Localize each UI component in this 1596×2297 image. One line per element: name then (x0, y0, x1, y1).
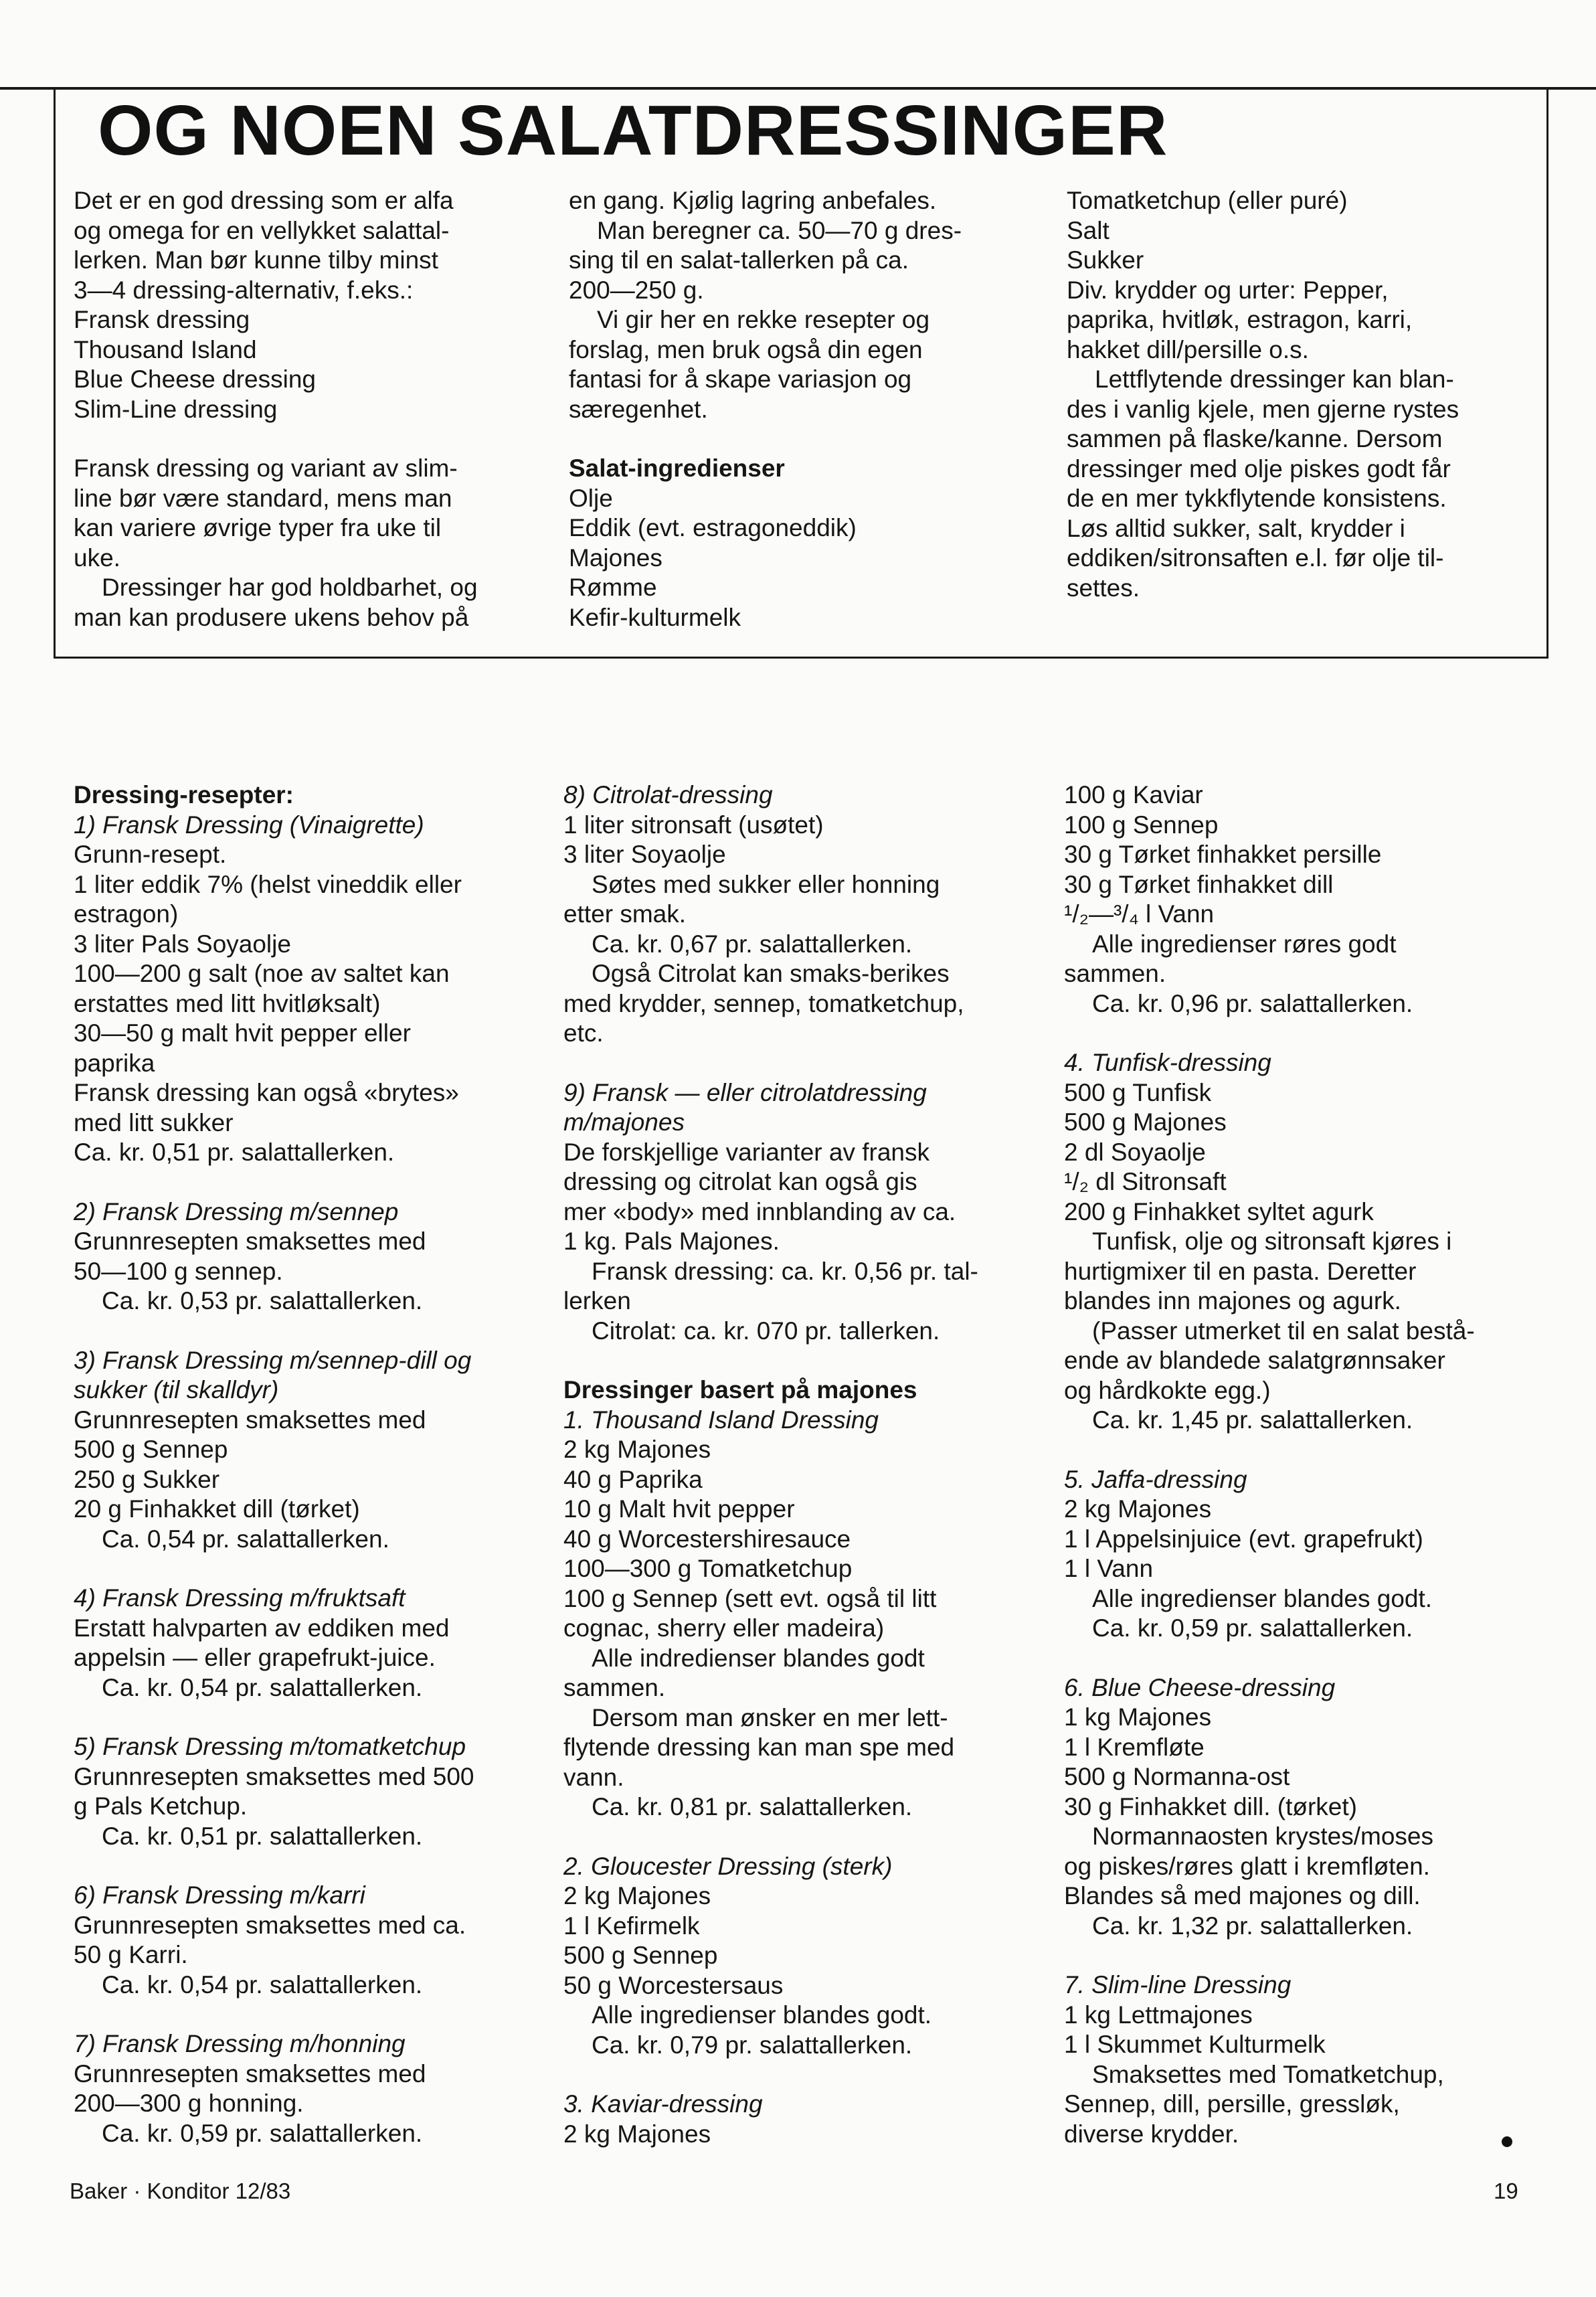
text-line: 2 kg Majones (563, 2120, 711, 2148)
text-line: 50—100 g sennep. (74, 1257, 283, 1285)
text-line: Fransk dressing og variant av slim- (74, 454, 458, 482)
end-bullet-icon (1502, 2136, 1512, 2147)
text-line: og piskes/røres glatt i kremfløten. (1064, 1852, 1430, 1880)
text-line: appelsin — eller grapefrukt-juice. (74, 1644, 436, 1671)
text-line: 1 liter sitronsaft (usøtet) (563, 811, 824, 839)
text-line: Grunn-resept. (74, 841, 227, 868)
text-line: hakket dill/persille o.s. (1067, 335, 1309, 363)
text-line: 200 g Finhakket syltet agurk (1064, 1197, 1374, 1225)
paragraph-gap (1064, 1436, 1546, 1465)
paragraph-gap (563, 2060, 1045, 2090)
text-line: Olje (569, 484, 613, 512)
page-number: 19 (1494, 2179, 1518, 2203)
text-line: Rømme (569, 574, 657, 601)
text-line: Ca. 0,54 pr. salattallerken. (102, 1525, 389, 1553)
text-line: 30 g Tørket finhakket dill (1064, 870, 1334, 898)
text-line: Grunnresepten smaksettes med (74, 1227, 426, 1255)
text-line: 20 g Finhakket dill (tørket) (74, 1495, 360, 1523)
recipe-title: 8) Citrolat-dressing (563, 781, 773, 809)
text-line: De forskjellige varianter av fransk (563, 1138, 929, 1166)
text-line: Blue Cheese dressing (74, 365, 316, 393)
text-line: Dersom man ønsker en mer lett- (592, 1703, 948, 1731)
text-line: diverse krydder. (1064, 2120, 1239, 2148)
text-line: Grunnresepten smaksettes med ca. (74, 1911, 466, 1939)
text-line: Majones (569, 543, 662, 572)
text-line: Løs alltid sukker, salt, krydder i (1067, 514, 1405, 542)
text-line: hurtigmixer til en pasta. Deretter (1064, 1257, 1417, 1285)
text-line: Normannaosten krystes/moses (1092, 1822, 1433, 1850)
text-line: Ca. kr. 0,59 pr. salattallerken. (1092, 1614, 1413, 1642)
paragraph-gap (74, 1851, 555, 1881)
text-line: 30 g Finhakket dill. (tørket) (1064, 1792, 1357, 1820)
text-line: Grunnresepten smaksettes med (74, 2059, 426, 2088)
text-line: line bør være standard, mens man (74, 484, 452, 512)
paragraph-gap (74, 1554, 555, 1584)
text-line: paprika, hvitløk, estragon, karri, (1067, 306, 1413, 333)
text-line: uke. (74, 543, 120, 572)
text-line: Dressinger har god holdbarhet, og (102, 574, 478, 601)
text-line: 40 g Paprika (563, 1465, 703, 1493)
text-line: lerken (563, 1287, 631, 1314)
text-line: forslag, men bruk også din egen (569, 335, 923, 363)
text-line: 2 dl Soyaolje (1064, 1138, 1206, 1166)
paragraph-gap (74, 424, 555, 454)
paragraph-gap (563, 1049, 1045, 1078)
recipe-title: m/majones (563, 1108, 685, 1136)
text-line: 500 g Majones (1064, 1108, 1227, 1136)
text-line: blandes inn majones og agurk. (1064, 1287, 1401, 1314)
text-line: Ca. kr. 0,96 pr. salattallerken. (1092, 989, 1413, 1017)
text-line: Thousand Island (74, 335, 257, 363)
text-line: 1 l Kremfløte (1064, 1733, 1205, 1761)
text-line: 2 kg Majones (563, 1436, 711, 1463)
page-title: OG NOEN SALATDRESSINGER (98, 91, 1168, 170)
text-line: Ca. kr. 0,54 pr. salattallerken. (102, 1673, 423, 1701)
text-line: 1 kg. Pals Majones. (563, 1227, 780, 1255)
text-line: Grunnresepten smaksettes med 500 (74, 1762, 474, 1790)
text-line: erstattes med litt hvitløksalt) (74, 989, 381, 1017)
text-line: 500 g Sennep (74, 1436, 228, 1463)
section-heading: Dressing-resepter: (74, 781, 294, 809)
text-line: Også Citrolat kan smaks-berikes (592, 960, 950, 987)
intro-column-2 (569, 186, 1051, 632)
text-line: Ca. kr. 0,53 pr. salattallerken. (102, 1287, 423, 1314)
text-line: 1 l Vann (1064, 1555, 1154, 1582)
text-line: de en mer tykkflytende konsistens. (1067, 485, 1447, 512)
text-line: (Passer utmerket til en salat bestå- (1092, 1316, 1475, 1345)
section-heading: Dressinger basert på majones (563, 1376, 917, 1403)
text-line: Ca. kr. 0,79 pr. salattallerken. (592, 2031, 913, 2059)
text-line: Sukker (1067, 246, 1144, 274)
text-line: 3 liter Soyaolje (563, 841, 726, 868)
text-line: 30 g Tørket finhakket persille (1064, 841, 1382, 868)
text-line: Citrolat: ca. kr. 070 pr. tallerken. (592, 1316, 940, 1345)
text-line: Man beregner ca. 50—70 g dres- (597, 216, 962, 244)
text-line: 1 l Skummet Kulturmelk (1064, 2031, 1326, 2058)
text-line: 100—300 g Tomatketchup (563, 1555, 853, 1582)
text-line: 200—300 g honning. (74, 2090, 304, 2117)
text-line: og omega for en vellykket salattal- (74, 216, 450, 244)
text-line: Ca. kr. 0,54 pr. salattallerken. (102, 1970, 423, 1998)
text-line: ¹/₂—³/₄ l Vann (1064, 900, 1215, 928)
text-line: 100—200 g salt (noe av saltet kan (74, 960, 450, 987)
text-line: settes. (1067, 574, 1140, 602)
text-line: Grunnresepten smaksettes med (74, 1406, 426, 1434)
text-line: estragon) (74, 900, 179, 928)
recipe-title: 9) Fransk — eller citrolatdressing (563, 1078, 927, 1106)
text-line: Ca. kr. 0,59 pr. salattallerken. (102, 2119, 423, 2147)
text-line: 100 g Sennep (1064, 811, 1219, 839)
text-line: 250 g Sukker (74, 1465, 220, 1493)
section-heading: Salat-ingredienser (569, 454, 785, 482)
recipe-column-2 (563, 780, 1045, 2149)
text-line: 2 kg Majones (1064, 1495, 1212, 1523)
text-line: Smaksettes med Tomatketchup, (1092, 2060, 1444, 2088)
paragraph-gap (563, 1822, 1045, 1852)
recipe-title: 7) Fransk Dressing m/honning (74, 2030, 406, 2057)
text-line: Slim-Line dressing (74, 395, 278, 423)
text-line: Alle ingredienser blandes godt. (1092, 1584, 1433, 1612)
text-line: Fransk dressing kan også «brytes» (74, 1079, 459, 1106)
text-line: Vi gir her en rekke resepter og (597, 306, 930, 333)
recipe-title: 7. Slim-line Dressing (1064, 1971, 1292, 1998)
text-line: Tomatketchup (eller puré) (1067, 187, 1348, 214)
text-line: 1 l Appelsinjuice (evt. grapefrukt) (1064, 1525, 1423, 1553)
paragraph-gap (1064, 1019, 1546, 1048)
text-line: Eddik (evt. estragoneddik) (569, 514, 857, 541)
text-line: Ca. kr. 0,67 pr. salattallerken. (592, 930, 913, 958)
text-line: 2 kg Majones (563, 1882, 711, 1909)
text-line: 100 g Sennep (sett evt. også til litt (563, 1584, 937, 1612)
text-line: g Pals Ketchup. (74, 1792, 248, 1820)
recipe-title: 2. Gloucester Dressing (sterk) (563, 1852, 893, 1880)
text-line: Kefir-kulturmelk (569, 603, 741, 631)
text-line: 3 liter Pals Soyaolje (74, 930, 291, 958)
text-line: Alle ingredienser blandes godt. (592, 2001, 932, 2029)
text-line: flytende dressing kan man spe med (563, 1733, 955, 1761)
text-line: dressing og citrolat kan også gis (563, 1168, 917, 1195)
text-line: Ca. kr. 0,51 pr. salattallerken. (74, 1138, 395, 1166)
paragraph-gap (1064, 1644, 1546, 1673)
text-line: 50 g Karri. (74, 1941, 188, 1968)
text-line: 200—250 g. (569, 276, 704, 304)
recipe-column-1 (74, 780, 555, 2148)
text-line: fantasi for å skape variasjon og (569, 365, 912, 393)
text-line: Tunfisk, olje og sitronsaft kjøres i (1092, 1227, 1452, 1255)
paragraph-gap (74, 1168, 555, 1197)
text-line: etter smak. (563, 900, 686, 928)
text-line: Alle ingredienser røres godt (1092, 930, 1397, 958)
text-line: 1 kg Lettmajones (1064, 2001, 1253, 2029)
text-line: 1 l Kefirmelk (563, 1911, 700, 1940)
text-line: Div. krydder og urter: Pepper, (1067, 276, 1389, 304)
recipe-title: 4. Tunfisk-dressing (1064, 1049, 1271, 1076)
text-line: 500 g Tunfisk (1064, 1078, 1212, 1106)
text-line: Fransk dressing: ca. kr. 0,56 pr. tal- (592, 1257, 978, 1285)
text-line: Det er en god dressing som er alfa (74, 187, 454, 214)
recipe-title: 3) Fransk Dressing m/sennep-dill og (74, 1346, 472, 1374)
paragraph-gap (74, 1316, 555, 1346)
intro-column-1 (74, 186, 555, 632)
paragraph-gap (74, 1703, 555, 1732)
text-line: Fransk dressing (74, 306, 250, 333)
text-line: sing til en salat-tallerken på ca. (569, 246, 909, 274)
recipe-title: 1) Fransk Dressing (Vinaigrette) (74, 811, 424, 839)
text-line: 3—4 dressing-alternativ, f.eks.: (74, 276, 414, 304)
text-line: paprika (74, 1049, 155, 1077)
recipe-title: 6. Blue Cheese-dressing (1064, 1673, 1336, 1701)
text-line: 1 kg Majones (1064, 1703, 1212, 1731)
text-line: Salt (1067, 216, 1110, 244)
paragraph-gap (74, 2000, 555, 2029)
text-line: med litt sukker (74, 1108, 234, 1136)
text-line: des i vanlig kjele, men gjerne rystes (1067, 395, 1459, 423)
text-line: man kan produsere ukens behov på (74, 603, 469, 631)
text-line: Lettflytende dressinger kan blan- (1095, 365, 1454, 393)
text-line: Ca. kr. 0,51 pr. salattallerken. (102, 1822, 423, 1850)
paragraph-gap (569, 424, 1051, 454)
text-line: 50 g Worcestersaus (563, 1971, 784, 1999)
text-line: Søtes med sukker eller honning (592, 870, 940, 898)
text-line: cognac, sherry eller madeira) (563, 1614, 885, 1642)
text-line: ende av blandede salatgrønnsaker (1064, 1347, 1445, 1374)
text-line: Ca. kr. 1,45 pr. salattallerken. (1092, 1406, 1413, 1434)
text-line: særegenhet. (569, 395, 708, 423)
recipe-column-3 (1064, 780, 1546, 2149)
recipe-title: 4) Fransk Dressing m/fruktsaft (74, 1584, 406, 1612)
recipe-title: 5) Fransk Dressing m/tomatketchup (74, 1733, 466, 1760)
text-line: ¹/₂ dl Sitronsaft (1064, 1168, 1227, 1195)
text-line: 40 g Worcestershiresauce (563, 1525, 851, 1553)
recipe-title: 6) Fransk Dressing m/karri (74, 1881, 365, 1909)
intro-column-3 (1067, 186, 1548, 603)
footer-publication: Baker · Konditor 12/83 (70, 2179, 291, 2203)
text-line: etc. (563, 1019, 604, 1047)
text-line: og hårdkokte egg.) (1064, 1376, 1271, 1404)
text-line: vann. (563, 1763, 624, 1791)
recipe-title: 1. Thousand Island Dressing (563, 1406, 879, 1434)
text-line: lerken. Man bør kunne tilby minst (74, 246, 438, 274)
text-line: 1 liter eddik 7% (helst vineddik eller (74, 870, 462, 898)
text-line: 30—50 g malt hvit pepper eller (74, 1019, 411, 1047)
text-line: 500 g Normanna-ost (1064, 1763, 1290, 1790)
text-line: sammen på flaske/kanne. Dersom (1067, 425, 1443, 452)
text-line: dressinger med olje piskes godt får (1067, 454, 1451, 483)
text-line: Ca. kr. 1,32 pr. salattallerken. (1092, 1911, 1413, 1940)
text-line: med krydder, sennep, tomatketchup, (563, 989, 964, 1017)
recipe-title: 3. Kaviar-dressing (563, 2090, 763, 2118)
text-line: Alle indredienser blandes godt (592, 1644, 925, 1672)
text-line: Ca. kr. 0,81 pr. salattallerken. (592, 1793, 913, 1820)
recipe-title: sukker (til skalldyr) (74, 1376, 279, 1403)
paragraph-gap (563, 1346, 1045, 1375)
text-line: sammen. (1064, 960, 1166, 987)
text-line: mer «body» med innblanding av ca. (563, 1197, 956, 1225)
text-line: 10 g Malt hvit pepper (563, 1495, 795, 1523)
text-line: 500 g Sennep (563, 1942, 718, 1969)
text-line: Sennep, dill, persille, gressløk, (1064, 2090, 1400, 2118)
text-line: eddiken/sitronsaften e.l. før olje til- (1067, 544, 1444, 572)
text-line: Erstatt halvparten av eddiken med (74, 1614, 450, 1642)
text-line: Blandes så med majones og dill. (1064, 1882, 1421, 1909)
paragraph-gap (1064, 1941, 1546, 1970)
text-line: kan variere øvrige typer fra uke til (74, 514, 442, 541)
text-line: sammen. (563, 1674, 666, 1701)
text-line: 100 g Kaviar (1064, 781, 1203, 809)
text-line: en gang. Kjølig lagring anbefales. (569, 187, 937, 214)
recipe-title: 5. Jaffa-dressing (1064, 1465, 1247, 1493)
recipe-title: 2) Fransk Dressing m/sennep (74, 1197, 399, 1225)
